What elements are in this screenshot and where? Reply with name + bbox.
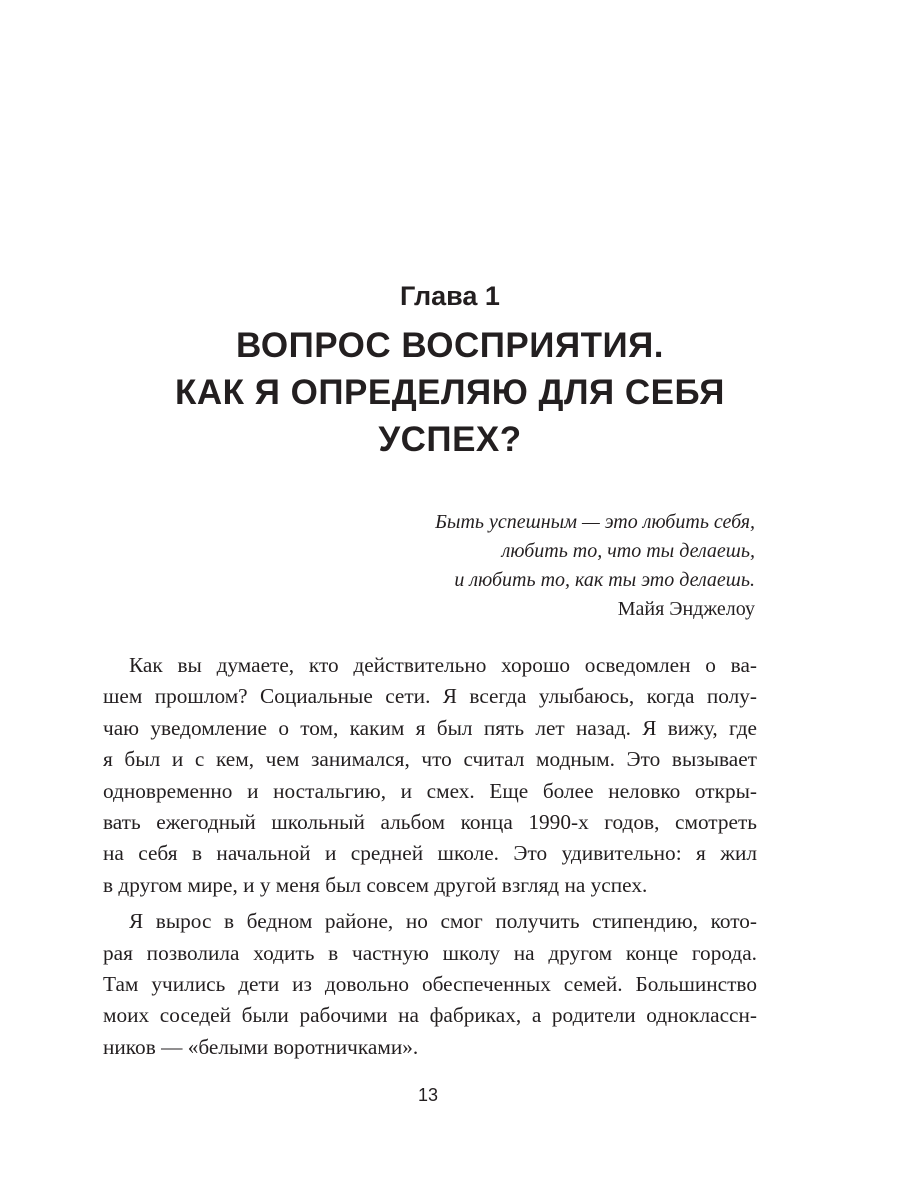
text-line: я был и с кем, чем занимался, что считал модным. Это вызывает bbox=[103, 747, 757, 772]
epigraph-line: любить то, что ты делаешь, bbox=[501, 540, 755, 562]
epigraph-author: Майя Энджелоу bbox=[617, 598, 755, 620]
text-line: Как вы думаете, кто действительно хорошо осведомлен о ва- bbox=[129, 653, 757, 677]
text-line: шем прошлом? Социальные сети. Я всегда улыбаюсь, когда полу- bbox=[103, 684, 757, 709]
text-line: ников — «белыми воротничками». bbox=[103, 1034, 419, 1059]
body-text bbox=[103, 650, 757, 1063]
paragraph bbox=[103, 906, 757, 1063]
text-line: на себя в начальной и средней школе. Это удивительно: я жил bbox=[103, 841, 757, 866]
chapter-title-line: ВОПРОС ВОСПРИЯТИЯ. bbox=[235, 326, 665, 365]
text-line: вать ежегодный школьный альбом конца 1990-х годов, смотреть bbox=[103, 810, 757, 835]
chapter-title bbox=[0, 322, 900, 463]
epigraph-line: и любить то, как ты это делаешь. bbox=[454, 569, 755, 591]
text-line: Я вырос в бедном районе, но смог получить стипендию, кото- bbox=[129, 909, 757, 934]
page-number: 13 bbox=[417, 1085, 439, 1105]
text-line: рая позволила ходить в частную школу на другом конце города. bbox=[103, 940, 757, 965]
text-line: чаю уведомление о том, каким я был пять лет назад. Я вижу, где bbox=[103, 715, 757, 740]
paragraph bbox=[103, 650, 757, 901]
chapter-title-line: УСПЕХ? bbox=[378, 420, 522, 459]
text-line: в другом мире, и у меня был совсем другой взгляд на успех. bbox=[103, 872, 648, 897]
text-line: одновременно и ностальгию, и смех. Еще более неловко откры- bbox=[103, 778, 757, 803]
chapter-title-line: КАК Я ОПРЕДЕЛЯЮ ДЛЯ СЕБЯ bbox=[175, 373, 725, 412]
epigraph-line: Быть успешным — это любить себя, bbox=[435, 511, 755, 533]
text-line: моих соседей были рабочими на фабриках, а родители одноклассн- bbox=[103, 1003, 757, 1028]
text-line: Там учились дети из довольно обеспеченных семей. Большинство bbox=[103, 972, 757, 997]
chapter-label: Глава 1 bbox=[400, 281, 500, 311]
epigraph bbox=[235, 508, 755, 624]
